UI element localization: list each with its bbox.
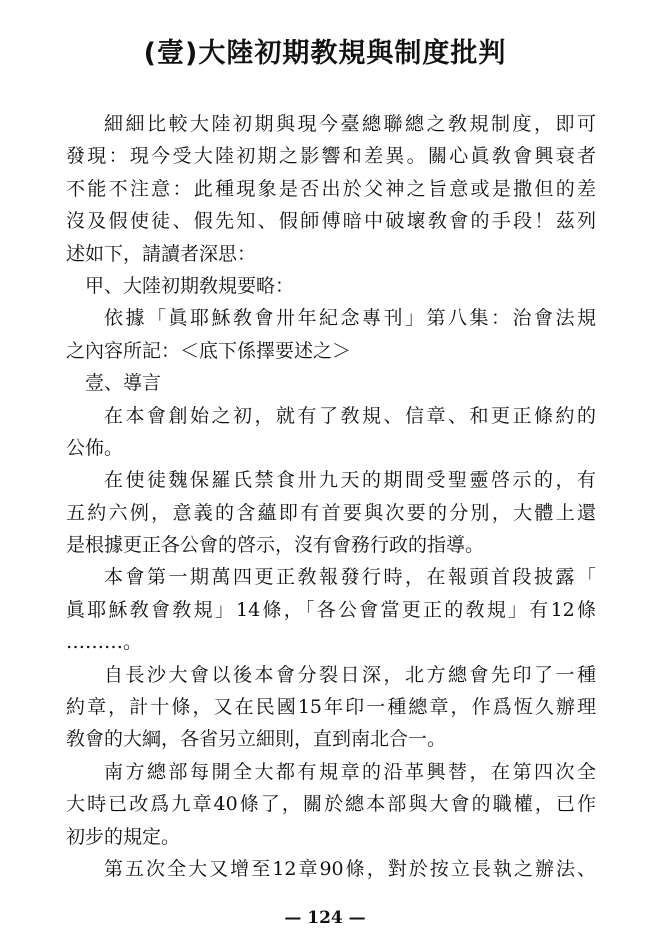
text-line: 初步的規定。 bbox=[66, 825, 181, 848]
text-line: 自長沙大會以後本會分裂日深，北方總會先印了一種 bbox=[104, 663, 596, 686]
text-line: 沒及假使徒、假先知、假師傅暗中破壞敎會的手段！茲列 bbox=[66, 210, 596, 233]
text-line: 本會第一期萬四更正敎報發行時，在報頭首段披露「 bbox=[104, 566, 596, 589]
text-line: 眞耶穌敎會敎規」14條，「各公會當更正的敎規」有12條 bbox=[66, 598, 596, 621]
text-line: 依據「眞耶穌敎會卅年紀念專刊」第八集：治會法規 bbox=[104, 307, 596, 330]
text-line: ………。 bbox=[66, 631, 143, 654]
text-line: 細細比較大陸初期與現今臺總聯總之敎規制度，即可 bbox=[104, 113, 596, 135]
text-line: 在本會創始之初，就有了敎規、信章、和更正條約的 bbox=[104, 404, 596, 427]
text-line: 大時已改爲九章40條了，關於總本部與大會的職權，已作 bbox=[66, 793, 596, 816]
section-heading: 甲、大陸初期敎規要略： bbox=[85, 274, 295, 297]
text-line: 敎會的大綱，各省另立細則，直到南北合一。 bbox=[66, 728, 447, 751]
page-number: — 124 — bbox=[284, 908, 366, 928]
text-line: 在使徒魏保羅氏禁食卅九天的期間受聖靈啓示的，有 bbox=[104, 469, 596, 492]
text-line: 第五次全大又增至12章90條，對於按立長執之辦法、 bbox=[104, 857, 596, 880]
page-title: (壹)大陸初期教規與制度批判 bbox=[143, 38, 507, 69]
body-text bbox=[66, 108, 596, 885]
text-line: 不能不注意：此種現象是否出於父神之旨意或是撒但的差 bbox=[66, 177, 596, 200]
text-line: 南方總部每開全大都有規章的沿革興替，在第四次全 bbox=[104, 760, 596, 783]
text-line: 是根據更正各公會的啓示，沒有會務行政的指導。 bbox=[66, 534, 485, 557]
text-line: 約章，計十條，又在民國15年印一種總章，作爲恆久辦理 bbox=[66, 696, 596, 719]
text-line: 發現：現今受大陸初期之影響和差異。關心眞敎會興衰者 bbox=[66, 145, 596, 168]
section-heading: 壹、導言 bbox=[85, 372, 162, 395]
text-line: 五約六例，意義的含蘊即有首要與次要的分別，大體上還 bbox=[66, 501, 596, 524]
text-line: 公佈。 bbox=[66, 436, 124, 459]
text-line: 之內容所記：＜底下係擇要述之＞ bbox=[66, 339, 352, 362]
text-line: 述如下，請讀者深思： bbox=[66, 242, 257, 265]
